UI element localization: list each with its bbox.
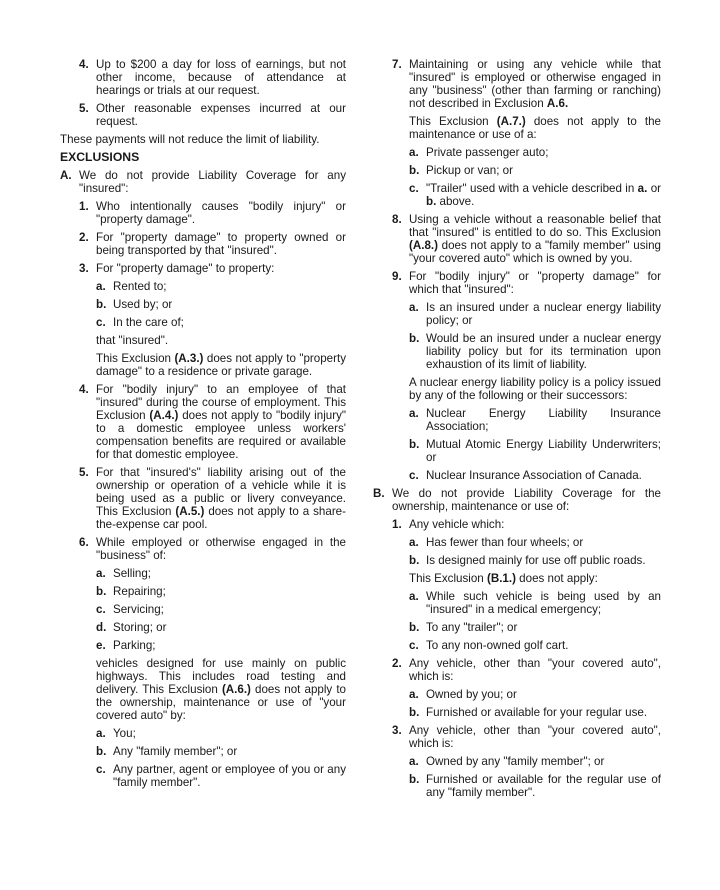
subitem-label: b. — [409, 554, 420, 567]
subitem-text: To any "trailer"; or — [426, 621, 518, 634]
item-label: 8. — [392, 213, 402, 226]
section-text: We do not provide Liability Coverage for any "insured": — [79, 169, 346, 195]
exclusion-b2 — [373, 657, 661, 683]
subitem-label: a. — [96, 727, 106, 740]
item-text: While employed or otherwise engaged in the "business" of: — [96, 536, 346, 562]
text-segment: For "bodily injury" to an employee of that "insured" during the course of employment. This Exclusion — [96, 383, 346, 422]
subitem-label: b. — [409, 621, 420, 634]
text-segment: "Trailer" used with a vehicle described in — [426, 182, 638, 195]
note-text: does not apply to "property damage" to a residence or private garage. — [96, 352, 346, 378]
subitem-label: c. — [96, 316, 106, 329]
subitem-label: a. — [409, 755, 419, 768]
list-subitem — [60, 745, 346, 758]
item-text: Other reasonable expenses incurred at our request. — [96, 102, 346, 128]
subitem-text: Any partner, agent or employee of you or any "family member". — [113, 763, 346, 789]
text-segment: Maintaining or using any vehicle while that "insured" is employed or otherwise engaged in any "business" (other than farming or ranching) not described in Exclusion — [409, 58, 661, 110]
item-text: Who intentionally causes "bodily injury" or "property damage". — [96, 200, 346, 226]
item-label: 2. — [79, 231, 89, 244]
subitem-text: Owned by you; or — [426, 688, 517, 701]
list-subitem — [60, 567, 346, 580]
list-subitem — [60, 603, 346, 616]
exclusion-note: A nuclear energy liability policy is a policy issued by any of the following or their successors: — [409, 376, 661, 402]
exclusion-a1 — [60, 200, 346, 226]
exclusion-ref: (A.3.) — [174, 352, 204, 365]
list-subitem — [373, 301, 661, 327]
list-subitem — [373, 773, 661, 799]
subitem-label: c. — [96, 603, 106, 616]
subitem-label: a. — [409, 301, 419, 314]
note-text: This Exclusion — [96, 352, 175, 365]
item-text — [96, 383, 346, 461]
text-segment: does not apply to a "family member" using "your covered auto" which is owned by you. — [409, 239, 661, 265]
right-column — [373, 58, 661, 804]
text-segment: does not apply to "bodily injury" to a domestic employee unless workers' compensation benefits are required or available for that domestic employee. — [96, 409, 347, 461]
subitem-text: While such vehicle is being used by an "insured" in a medical emergency; — [426, 590, 661, 616]
subitem-text: Nuclear Insurance Association of Canada. — [426, 469, 642, 482]
exclusion-note — [373, 115, 661, 141]
item-label: 5. — [79, 102, 89, 115]
exclusion-a3 — [60, 262, 346, 275]
item-text: For "property damage" to property: — [96, 262, 275, 275]
item-text: Up to $200 a day for loss of earnings, but not other income, because of attendance at hearings or trials at our request. — [96, 58, 346, 97]
subitem-label: c. — [409, 182, 419, 195]
exclusion-a4 — [60, 383, 346, 461]
subitem-label: e. — [96, 639, 106, 652]
note-text: does not apply to the maintenance or use of a: — [409, 115, 661, 141]
subitem-text: Parking; — [113, 639, 156, 652]
list-subitem — [373, 688, 661, 701]
list-subitem — [373, 438, 661, 464]
subitem-label: c. — [409, 639, 419, 652]
item-ref: b. — [426, 195, 437, 208]
list-subitem — [373, 146, 661, 159]
exclusion-ref: (B.1.) — [486, 572, 516, 585]
section-b — [373, 487, 661, 513]
subitem-label: b. — [96, 298, 107, 311]
subitem-text: Used by; or — [113, 298, 173, 311]
list-subitem — [60, 316, 346, 329]
item-label: 3. — [392, 724, 402, 737]
exclusion-a6 — [60, 536, 346, 562]
exclusion-ref: (A.4.) — [149, 409, 179, 422]
section-label: B. — [373, 487, 385, 500]
item-label: 1. — [79, 200, 89, 213]
subitem-label: b. — [409, 164, 420, 177]
subitem-text: Mutual Atomic Energy Liability Underwriters; or — [426, 438, 661, 464]
subitem-label: a. — [409, 536, 419, 549]
list-subitem — [60, 621, 346, 634]
subitem-text: To any non-owned golf cart. — [426, 639, 569, 652]
exclusion-a7 — [373, 58, 661, 110]
list-subitem — [373, 469, 661, 482]
list-subitem — [373, 621, 661, 634]
exclusion-ref: (A.5.) — [175, 505, 205, 518]
note-text: This Exclusion — [409, 572, 487, 585]
list-subitem — [373, 332, 661, 371]
item-label: 4. — [79, 383, 89, 396]
item-ref: a. — [637, 182, 648, 195]
item-text: For "bodily injury" or "property damage" for which that "insured": — [409, 270, 661, 296]
item-text: Any vehicle, other than "your covered auto", which is: — [409, 724, 661, 750]
item-text — [96, 466, 346, 531]
list-subitem — [60, 639, 346, 652]
subitem-text: Repairing; — [113, 585, 166, 598]
list-subitem — [60, 727, 346, 740]
subitem-label: a. — [409, 590, 419, 603]
subitem-text: In the care of; — [113, 316, 184, 329]
subitem-text: Private passenger auto; — [426, 146, 549, 159]
item-label: 1. — [392, 518, 402, 531]
item-label: 4. — [79, 58, 89, 71]
exclusion-ref: (A.8.) — [409, 239, 438, 252]
exclusion-b1 — [373, 518, 661, 531]
section-text: We do not provide Liability Coverage for the ownership, maintenance or use of: — [392, 487, 661, 513]
exclusion-ref: (A.7.) — [496, 115, 526, 128]
exclusion-ref: A.6. — [546, 97, 569, 110]
subitem-label: b. — [409, 706, 420, 719]
section-a — [60, 169, 346, 195]
list-item — [60, 58, 346, 97]
subitem-text: Selling; — [113, 567, 152, 580]
payments-note: These payments will not reduce the limit of liability. — [60, 133, 320, 146]
item-label: 3. — [79, 262, 89, 275]
subitem-label: a. — [409, 407, 419, 420]
list-subitem — [60, 280, 346, 293]
subitem-label: b. — [96, 585, 107, 598]
list-subitem — [373, 536, 661, 549]
subitem-text: Furnished or available for the regular use of any "family member". — [426, 773, 661, 799]
item-label: 9. — [392, 270, 402, 283]
subitem-label: a. — [96, 280, 106, 293]
subitem-label: d. — [96, 621, 107, 634]
subitem-label: b. — [409, 332, 420, 345]
item-label: 5. — [79, 466, 89, 479]
note-text: does not apply to the ownership, maintenance or use of "your covered auto" by: — [96, 683, 346, 722]
subitem-label: a. — [96, 567, 106, 580]
exclusion-a5 — [60, 466, 346, 531]
list-subitem — [373, 164, 661, 177]
subitem-label: b. — [96, 745, 107, 758]
subitem-label: b. — [409, 773, 420, 786]
list-subitem — [373, 407, 661, 433]
subitem-text: Is designed mainly for use off public roads. — [426, 554, 646, 567]
text-segment: or — [647, 182, 661, 195]
left-column — [60, 58, 346, 794]
subitem-text: Any "family member"; or — [113, 745, 238, 758]
list-subitem — [60, 763, 346, 789]
exclusion-a8 — [373, 213, 661, 265]
subitem-text: Owned by any "family member"; or — [426, 755, 605, 768]
subitem-text — [426, 182, 661, 208]
item-label: 6. — [79, 536, 89, 549]
subitem-text: Is an insured under a nuclear energy liability policy; or — [426, 301, 661, 327]
list-subitem — [373, 706, 661, 719]
exclusions-heading: EXCLUSIONS — [60, 150, 140, 164]
item-text — [409, 58, 661, 110]
item-text: Any vehicle which: — [409, 518, 505, 531]
subitem-label: b. — [409, 438, 420, 451]
subitem-text: Storing; or — [113, 621, 167, 634]
text-segment: above. — [436, 195, 475, 208]
subitem-label: c. — [96, 763, 106, 776]
subitem-text: Nuclear Energy Liability Insurance Association; — [426, 407, 661, 433]
list-subitem — [373, 590, 661, 616]
item-label: 7. — [392, 58, 402, 71]
exclusion-a9 — [373, 270, 661, 296]
exclusion-note — [60, 352, 346, 378]
item-text: Any vehicle, other than "your covered auto", which is: — [409, 657, 661, 683]
item-text — [409, 213, 661, 265]
list-subitem — [373, 554, 661, 567]
item-tail: that "insured". — [96, 334, 169, 347]
note-text: vehicles designed for use mainly on public highways. This includes road testing and delivery. This Exclusion — [96, 657, 346, 696]
subitem-label: a. — [409, 146, 419, 159]
subitem-label: a. — [409, 688, 419, 701]
item-label: 2. — [392, 657, 402, 670]
subitem-text: Servicing; — [113, 603, 164, 616]
subitem-text: Has fewer than four wheels; or — [426, 536, 584, 549]
list-subitem — [60, 298, 346, 311]
exclusion-a2 — [60, 231, 346, 257]
section-label: A. — [60, 169, 72, 182]
subitem-text: You; — [113, 727, 136, 740]
list-item — [60, 102, 346, 128]
text-segment: For that "insured's" liability arising out of the ownership or operation of a vehicle while it is being used as a public or livery conveyance. This Exclusion — [96, 466, 346, 518]
list-subitem — [373, 639, 661, 652]
note-text: This Exclusion — [409, 115, 497, 128]
exclusion-note — [373, 572, 661, 585]
subitem-text: Pickup or van; or — [426, 164, 513, 177]
list-subitem — [373, 755, 661, 768]
item-text: For "property damage" to property owned or being transported by that "insured". — [96, 231, 346, 257]
text-segment: does not apply to a share-the-expense car pool. — [96, 505, 346, 531]
exclusion-b3 — [373, 724, 661, 750]
subitem-text: Rented to; — [113, 280, 167, 293]
list-subitem — [60, 585, 346, 598]
subitem-label: c. — [409, 469, 419, 482]
list-subitem — [373, 182, 661, 208]
exclusion-note — [60, 657, 346, 722]
subitem-text: Would be an insured under a nuclear energy liability policy but for its termination upon exhaustion of its limit of liability. — [426, 332, 661, 371]
text-segment: Using a vehicle without a reasonable belief that that "insured" is entitled to do so. This Exclusion — [409, 213, 661, 239]
note-text: does not apply: — [515, 572, 598, 585]
subitem-text: Furnished or available for your regular use. — [426, 706, 648, 719]
exclusion-ref: (A.6.) — [221, 683, 251, 696]
